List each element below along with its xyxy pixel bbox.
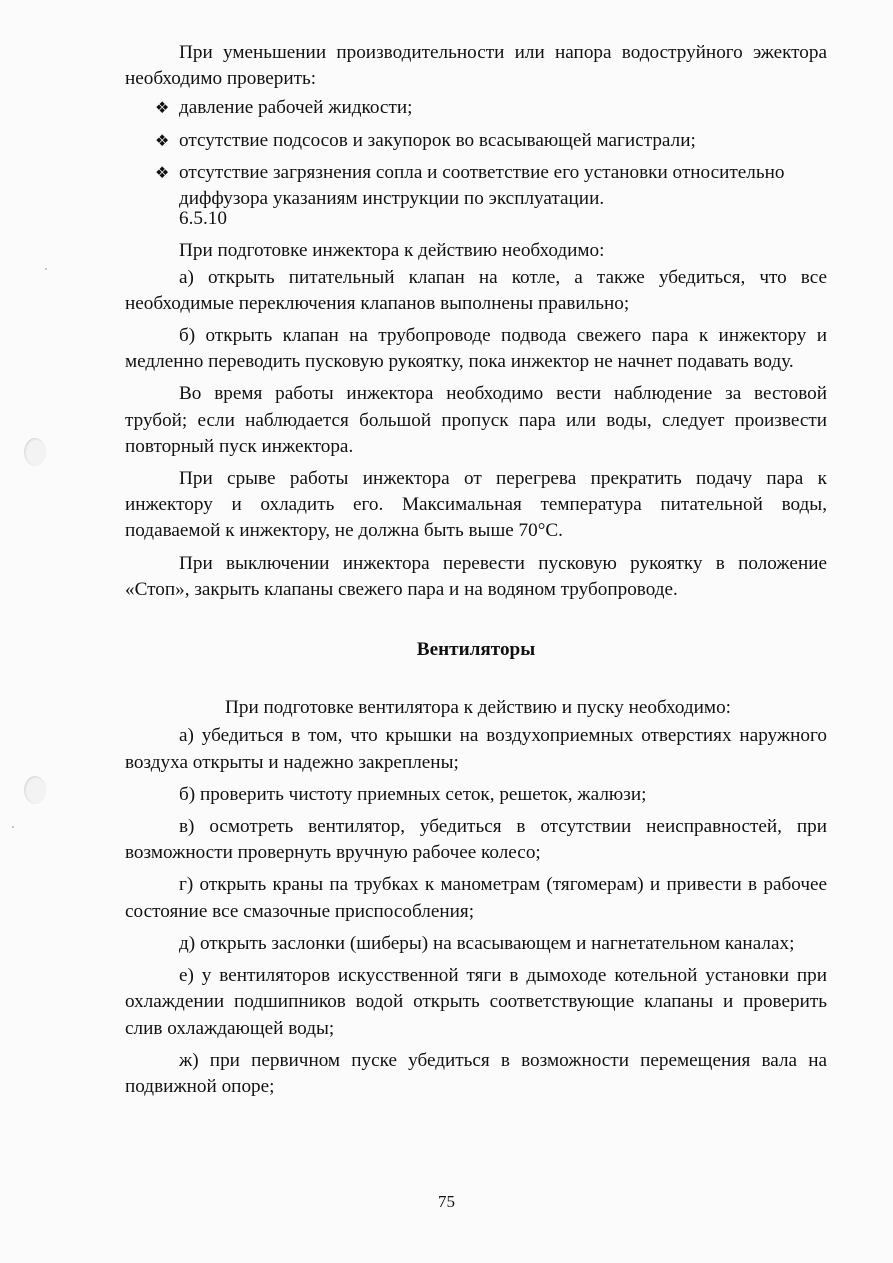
page-number: 75 <box>438 1192 455 1211</box>
list-item-text: отсутствие загрязнения сопла и соответствие его установки относительно диффузора указаниям инструкции по эксплуатации. <box>179 161 785 210</box>
fans-item-d: д) открыть заслонки (шиберы) на всасывающем и нагнетательном каналах; <box>179 932 795 954</box>
injector-intro-paragraph: При подготовке инжектора к действию необходимо: <box>179 240 605 262</box>
fans-intro-paragraph: При подготовке вентилятора к действию и пуску необходимо: <box>225 697 732 719</box>
fans-item-b: б) проверить чистоту приемных сеток, решеток, жалюзи; <box>179 783 647 805</box>
list-item <box>125 95 827 121</box>
scan-speck <box>45 268 47 270</box>
four-diamond-bullet-icon: ❖ <box>155 162 170 182</box>
injector-shutdown-paragraph: При выключении инжектора перевести пусковую рукоятку в положение «Стоп», закрыть клапаны свежего пара и на водяном трубопроводе. <box>125 552 827 600</box>
fans-item-g: г) открыть краны па трубках к манометрам (тягомерам) и привести в рабочее состояние все смазочные приспособления; <box>125 874 827 922</box>
fans-item-a: а) убедиться в том, что крышки на воздухоприемных отверстиях наружного воздуха открыты и надежно закреплены; <box>125 725 827 773</box>
list-item <box>125 128 827 154</box>
section-number: 6.5.10 <box>179 208 227 230</box>
section-heading-fans: Вентиляторы <box>416 639 536 661</box>
punch-hole <box>24 776 46 804</box>
scan-speck <box>12 826 14 828</box>
list-item <box>125 160 827 212</box>
list-item-text: давление рабочей жидкости; <box>179 97 413 119</box>
fans-item-e: е) у вентиляторов искусственной тяги в дымоходе котельной установки при охлаждении подшипников водой открыть соответствующие клапаны и проверить слив охлаждающей воды; <box>125 965 827 1039</box>
four-diamond-bullet-icon: ❖ <box>155 130 170 150</box>
injector-step-a: а) открыть питательный клапан на котле, а также убедиться, что все необходимые переключения клапанов выполнены правильно; <box>125 266 827 314</box>
injector-step-b: б) открыть клапан на трубопроводе подвода свежего пара к инжектору и медленно переводить пусковую рукоятку, пока инжектор не начнет подавать воду. <box>125 325 827 373</box>
ejector-checklist <box>125 95 827 212</box>
punch-hole <box>24 438 46 466</box>
fans-item-zh: ж) при первичном пуске убедиться в возможности перемещения вала на подвижной опоре; <box>125 1049 827 1097</box>
fans-item-v: в) осмотреть вентилятор, убедиться в отсутствии неисправностей, при возможности провернуть вручную рабочее колесо; <box>125 816 827 864</box>
page-body <box>125 40 827 1100</box>
list-item-text: отсутствие подсосов и закупорок во всасывающей магистрали; <box>179 129 696 151</box>
four-diamond-bullet-icon: ❖ <box>155 98 170 118</box>
ejector-intro-paragraph: При уменьшении производительности или напора водоструйного эжектора необходимо проверить: <box>125 42 827 90</box>
injector-operation-paragraph: Во время работы инжектора необходимо вести наблюдение за вестовой трубой; если наблюдается большой пропуск пара или воды, следует произвести повторный пуск инжектора. <box>125 383 827 457</box>
injector-overheat-paragraph: При срыве работы инжектора от перегрева прекратить подачу пара к инжектору и охладить его. Максимальная температура питательной воды, подаваемой к инжектору, не должна быть выше 70°С. <box>125 468 827 542</box>
